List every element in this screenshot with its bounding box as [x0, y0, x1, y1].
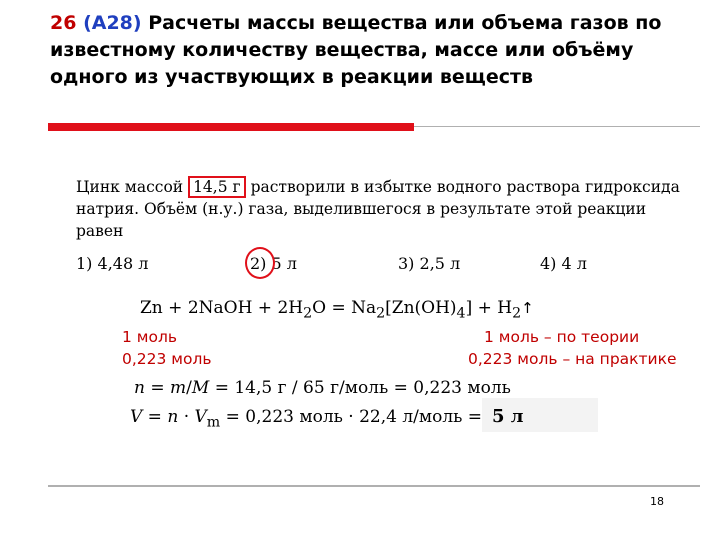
answer-value: 5 л [492, 406, 524, 427]
title-text: Расчеты массы вещества или объема газов по известному количеству вещества, массе или объёму одного из участвующих в реакции веществ [50, 12, 662, 88]
equation-subscript: 2 [376, 305, 386, 322]
title-accent-bar [48, 123, 414, 131]
answer-options [76, 254, 696, 278]
equation-subscript: 4 [456, 305, 466, 322]
equation-part: Zn + 2NaOH + 2H [140, 298, 304, 318]
note-left-1: 1 моль [122, 328, 178, 346]
answer-option-3: 3) 2,5 л [398, 254, 461, 273]
calc-symbol: V [130, 407, 143, 427]
mass-highlight: 14,5 г [188, 176, 246, 198]
answer-option-2: 2) 5 л [250, 254, 297, 273]
calc-text: · [178, 407, 195, 427]
reaction-equation [140, 298, 534, 321]
calc-symbol: V [194, 407, 207, 427]
slide-title [50, 10, 690, 91]
moles-calculation [134, 378, 511, 398]
volume-calculation [130, 407, 482, 430]
correct-answer-circle [245, 247, 275, 279]
gas-arrow-icon: ↑ [521, 299, 534, 317]
problem-part1: Цинк массой [76, 178, 184, 196]
problem-text [76, 176, 696, 242]
note-right-2: 0,223 моль – на практике [468, 350, 677, 368]
problem-part2: растворили в избытке водного раствора гидроксида натрия. Объём (н.у.) газа, выделившегося в результате этой реакции равен [76, 178, 680, 240]
calc-text: = [142, 407, 168, 427]
calc-text: = 0,223 моль · 22,4 л/моль = [220, 407, 483, 427]
note-right-1: 1 моль – по теории [484, 328, 640, 346]
equation-part: O = Na [312, 298, 377, 318]
answer-option-1: 1) 4,48 л [76, 254, 149, 273]
title-code: (А28) [83, 12, 142, 34]
calc-text: / [186, 378, 192, 398]
calc-symbol: n [134, 378, 145, 398]
title-number: 26 [50, 12, 77, 34]
calc-text: = [144, 378, 171, 398]
calc-subscript: m [206, 414, 221, 431]
note-left-2: 0,223 моль [122, 350, 212, 368]
equation-part: ] + H [465, 298, 513, 318]
footer-divider [48, 485, 700, 487]
equation-part: [Zn(OH) [385, 298, 457, 318]
equation-subscript: 2 [512, 305, 522, 322]
equation-subscript: 2 [303, 305, 313, 322]
calc-text: = 14,5 г / 65 г/моль = 0,223 моль [209, 378, 511, 398]
calc-symbol: M [191, 378, 210, 398]
answer-option-4: 4) 4 л [540, 254, 587, 273]
calc-symbol: n [167, 407, 179, 427]
page-number: 18 [650, 495, 664, 508]
calc-symbol: m [170, 378, 187, 398]
